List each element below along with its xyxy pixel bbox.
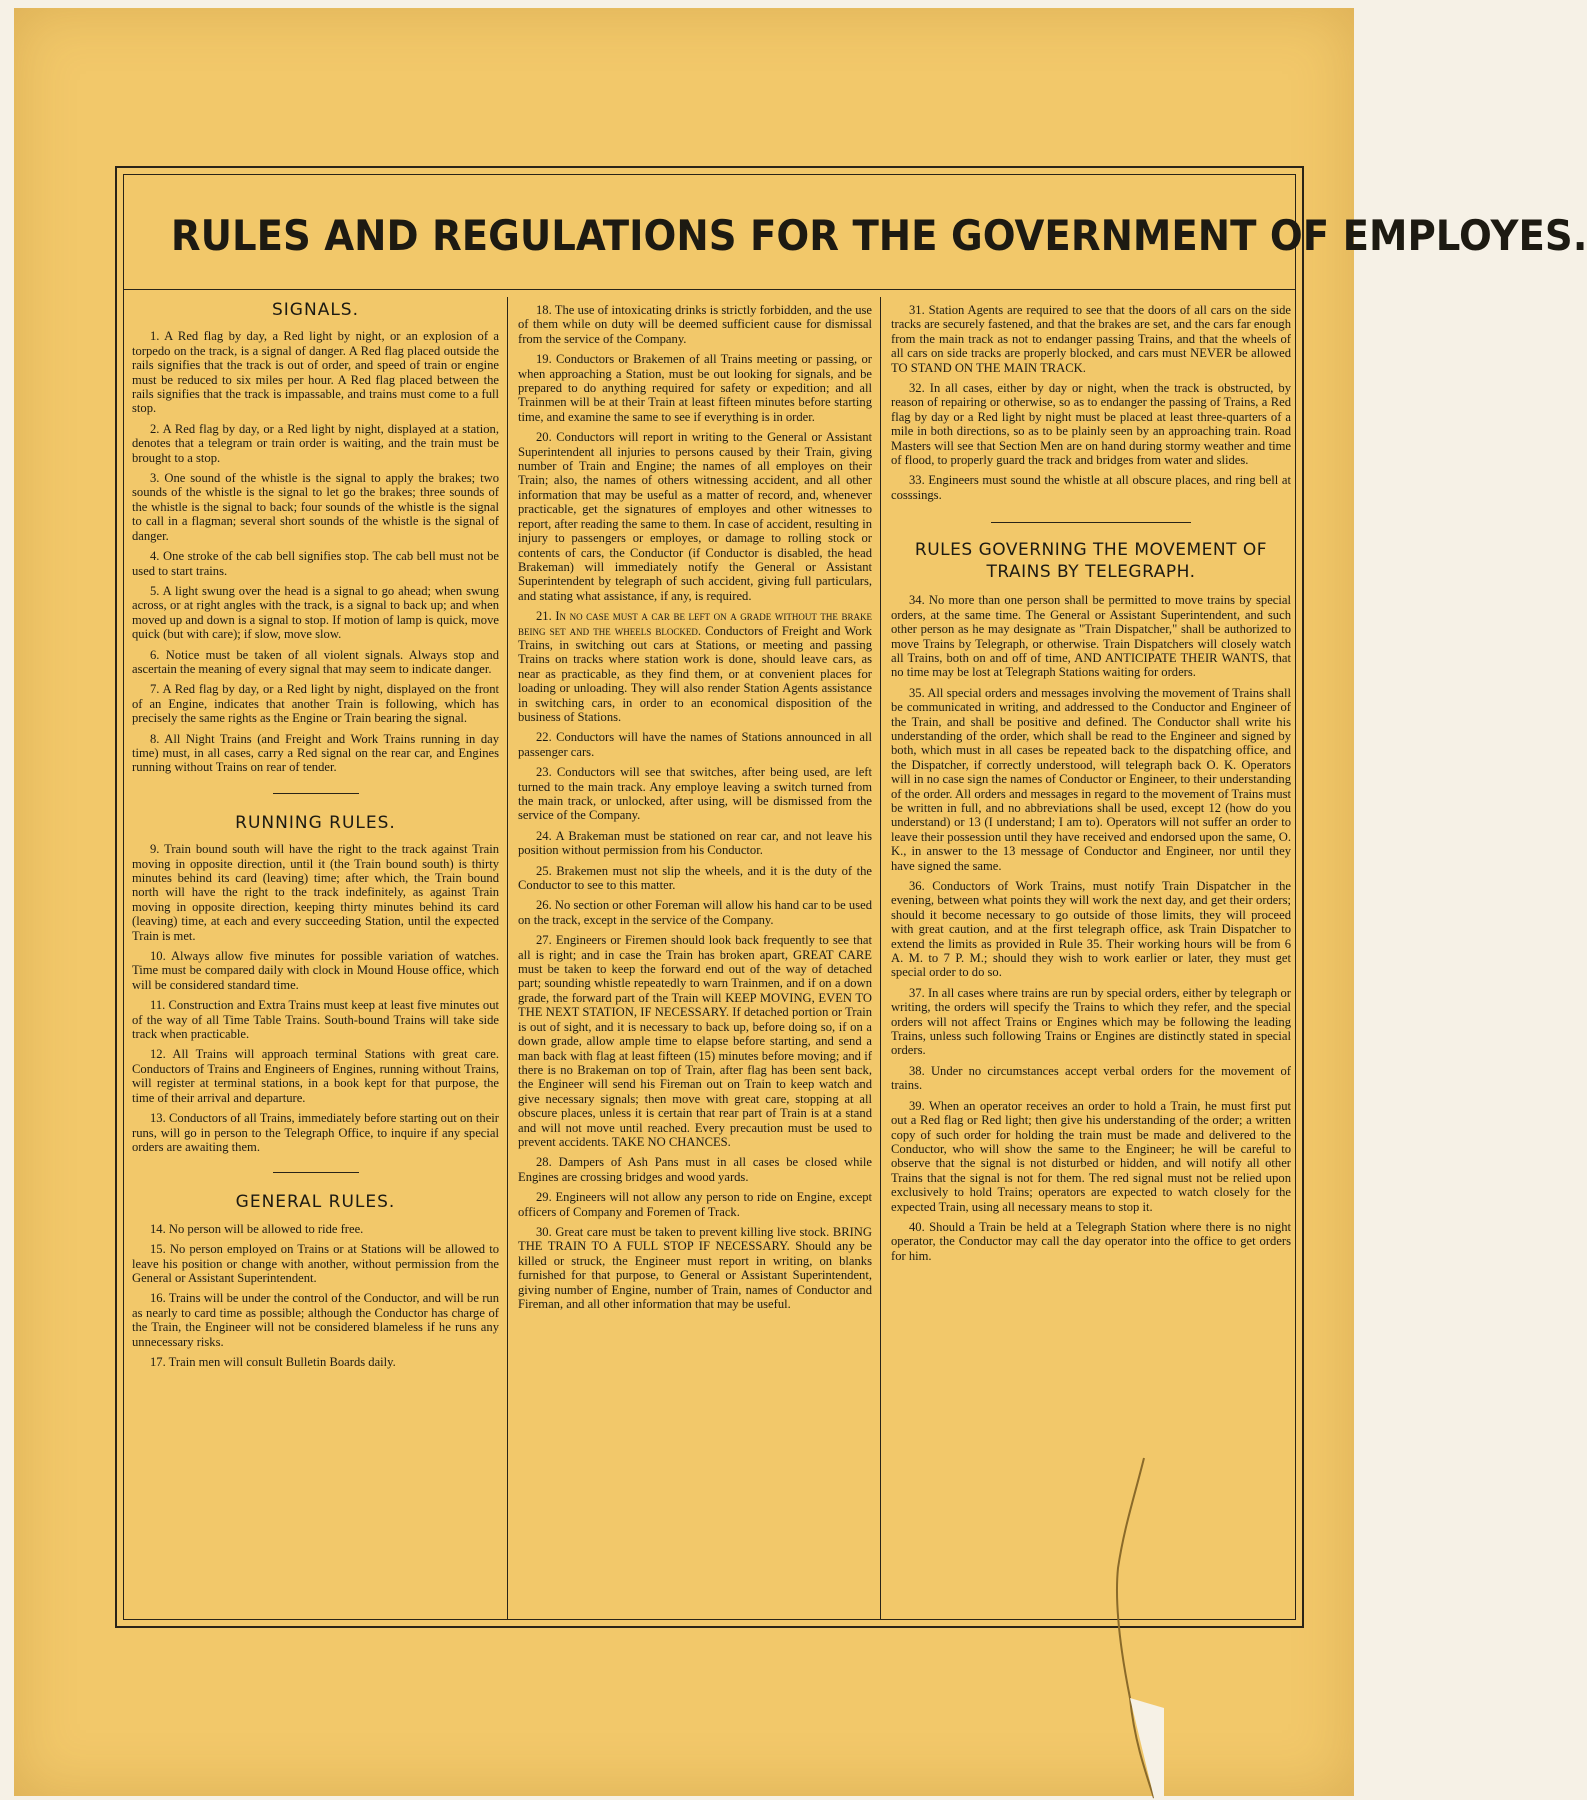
- rule-4: 4. One stroke of the cab bell signifies stop. The cab bell must not be used to start trains.: [132, 549, 499, 578]
- section-divider: [273, 793, 359, 794]
- section-heading-running-rules: RUNNING RULES.: [235, 812, 396, 833]
- section-divider: [273, 1172, 359, 1173]
- column-3: [883, 297, 1299, 1619]
- rule-29: 29. Engineers will not allow any person to ride on Engine, except officers of Company and Foremen of Track.: [518, 1190, 872, 1219]
- section-heading-telegraph-rules: RULES GOVERNING THE MOVEMENT OF TRAINS BY TELEGRAPH.: [914, 540, 1268, 583]
- rule-1: 1. A Red flag by day, a Red light by night, or an explosion of a torpedo on the track, is a signal of danger. A Red flag placed outside the rails signifies that the track is out of order, and speed of train or engine must be reduced to six miles per hour. A Red flag placed between the rails signifies that the track is impassable, and trains must come to a full stop.: [132, 329, 499, 416]
- rule-35: 35. All special orders and messages involving the movement of Trains shall be communicated in writing, and addressed to the Conductor and Engineer of the Train, and shall be positive and defined. The Conductor shall write his understanding of the order, which shall be read to the Engineer and signed by both, which must in all cases be repeated back to the dispatching office, and the Dispatcher, if correctly understood, will telegraph back O. K. Operators will in no case sign the names of Conductor or Engineer, to their understanding of the order. All orders and messages in regard to the movement of Trains must be written in full, and no abbreviations shall be used, except 12 (how do you understand) or 13 (I understand; I am to). Operators will not suffer an order to leave their possession until they have received and endorsed upon the same, O. K., in answer to the 13 message of Conductor and Engineer, nor until they have signed the same.: [891, 685, 1291, 873]
- rule-28: 28. Dampers of Ash Pans must in all cases be closed while Engines are crossing bridges and wood yards.: [518, 1155, 872, 1184]
- rule-6: 6. Notice must be taken of all violent signals. Always stop and ascertain the meaning of every signal that may seem to indicate danger.: [132, 647, 499, 676]
- paper-tear: [1104, 1458, 1164, 1798]
- rule-30: 30. Great care must be taken to prevent killing live stock. BRING THE TRAIN TO A FULL STOP IF NECESSARY. Should any be killed or struck, the Engineer must report in writing, on blanks furnished for that purpose, to General or Assistant Superintendent, giving number of Engine, number of Train, names of Conductor and Fireman, and all other information that may be useful.: [518, 1224, 872, 1311]
- paper-sheet: [14, 8, 1587, 1796]
- rule-9: 9. Train bound south will have the right to the track against Train moving in opposite direction, until it (the Train bound south) is thirty minutes behind its card (leaving) time; after which, the Train bound north will have the right to the track indefinitely, as against Train moving in opposite direction, keeping thirty minutes behind its card (leaving) time, at each and every succeeding Station, until the expected Train is met.: [132, 842, 499, 943]
- rule-8: 8. All Night Trains (and Freight and Work Trains running in day time) must, in all cases, carry a Red signal on the rear car, and Engines running without Trains on rear of tender.: [132, 731, 499, 775]
- rule-7: 7. A Red flag by day, or a Red light by night, displayed on the front of an Engine, indicates that another Train is following, which has precisely the same rights as the Engine or Train bearing the signal.: [132, 682, 499, 726]
- rule-39: 39. When an operator receives an order to hold a Train, he must first put out a Red flag or Red light; then give his understanding of the order; a written copy of such order for holding the train must be made and delivered to the Conductor, who will show the same to the Engineer; he will be careful to observe that the signal is not disturbed or hidden, and will notify all other Trains that the signal is not for them. The red signal must not be relied upon exclusively to hold Trains; operators are expected to watch closely for the expected Train, using all necessary means to stop it.: [891, 1098, 1291, 1214]
- rule-15: 15. No person employed on Trains or at Stations will be allowed to leave his position or change with another, without permission from the General or Assistant Superintendent.: [132, 1242, 499, 1285]
- rule-23: 23. Conductors will see that switches, after being used, are left turned to the main track. Any employe leaving a switch turned from the main track, or unlocked, after using, will be dismissed from the service of the Company.: [518, 765, 872, 823]
- rule-17: 17. Train men will consult Bulletin Boards daily.: [150, 1354, 396, 1369]
- rule-36: 36. Conductors of Work Trains, must notify Train Dispatcher in the evening, between what points they will work the next day, and get their orders; should it become necessary to go outside of those limits, they will proceed with great caution, and at the first telegraph office, ask Train Dispatcher to extend the limits as provided in Rule 35. Their working hours will be from 6 A. M. to 7 P. M.; should they wish to work earlier or later, they must get special order to do so.: [891, 879, 1291, 980]
- rule-18: 18. The use of intoxicating drinks is strictly forbidden, and the use of them while on duty will be deemed sufficient cause for dismissal from the service of the Company.: [518, 303, 872, 346]
- rule-40: 40. Should a Train be held at a Telegraph Station where there is no night operator, the Conductor may call the day operator into the office to get orders for him.: [891, 1219, 1291, 1263]
- rule-10: 10. Always allow five minutes for possible variation of watches. Time must be compared daily with clock in Mound House office, which will be considered standard time.: [132, 949, 499, 992]
- rule-34: 34. No more than one person shall be permitted to move trains by special orders, at the same time. The General or Assistant Superintendent, and such other person as he may designate as "Train Dispatcher," shall be authorized to move Trains by Telegraph, or otherwise. Train Dispatchers will closely watch all Trains, both on and off of time, AND ANTICIPATE THEIR WANTS, that no time may be lost at Telegraph Stations waiting for orders.: [891, 593, 1291, 680]
- rule-33: 33. Engineers must sound the whistle at all obscure places, and ring bell at cosssings.: [891, 473, 1291, 502]
- rule-37: 37. In all cases where trains are run by special orders, either by telegraph or writing, the orders will specify the Trains to which they refer, and the special orders will not affect Trains or Engines which may be following the leading Trains, unless such following Trains or Engines are distinctly stated in special orders.: [891, 985, 1291, 1058]
- rule-38: 38. Under no circumstances accept verbal orders for the movement of trains.: [891, 1063, 1291, 1093]
- rule-19: 19. Conductors or Brakemen of all Trains meeting or passing, or when approaching a Station, must be out looking for signals, and be prepared to do anything required for safety or expedition; and all Trainmen will be at their Train at least fifteen minutes before starting time, and examine the same to see if everything is in order.: [518, 352, 872, 424]
- rule-14: 14. No person will be allowed to ride free.: [150, 1221, 364, 1236]
- section-heading-general-rules: GENERAL RULES.: [235, 1192, 396, 1213]
- page-title: RULES AND REGULATIONS FOR THE GOVERNMENT OF EMPLOYES.: [170, 211, 1587, 260]
- rule-25: 25. Brakemen must not slip the wheels, and it is the duty of the Conductor to see to this matter.: [518, 863, 872, 893]
- rule-21-emphasis: 21. In no case must a car be left on a grade without the brake being set and the wheels blocked.: [518, 609, 872, 638]
- document-frame: [115, 166, 1587, 1628]
- rule-16: 16. Trains will be under the control of the Conductor, and will be run as nearly to card time as possible; although the Conductor has charge of the Train, the Engineer will not be considered blameless if he runs any unnecessary risks.: [132, 1291, 499, 1349]
- rule-31: 31. Station Agents are required to see that the doors of all cars on the side tracks are securely fastened, and that the brakes are set, and the cars far enough from the main track as not to endanger passing Trains, and that the wheels of all cars on side tracks are properly blocked, and cars must NEVER be allowed TO STAND ON THE MAIN TRACK.: [891, 303, 1291, 375]
- rule-21: [518, 609, 872, 724]
- rule-26: 26. No section or other Foreman will allow his hand car to be used on the track, except in the service of the Company.: [518, 898, 872, 927]
- rule-3: 3. One sound of the whistle is the signal to apply the brakes; two sounds of the whistle is the signal to let go the brakes; three sounds of the whistle is the signal to back; four sounds of the whistle is the signal to call in a flagman; several short sounds of the whistle is the signal of danger.: [132, 471, 499, 543]
- rule-20: 20. Conductors will report in writing to the General or Assistant Superintendent all injuries to persons caused by their Train, giving number of Train and Engine; the names of all employes on their Train; also, the names of others witnessing accident, and all other information that may be useful as a matter of record, and, whenever practicable, get the signatures of employes and other witnesses to report, after reading the same to them. In case of accident, resulting in injury to passengers or employes, or damage to rolling stock or contents of cars, the Conductor (if Conductor is disabled, the head Brakeman) will immediately notify the General or Assistant Superintendent by telegraph of such accident, giving full particulars, and stating what assistance, if any, is required.: [518, 430, 872, 603]
- section-heading-signals: SIGNALS.: [272, 300, 359, 320]
- rule-13: 13. Conductors of all Trains, immediately before starting out on their runs, will go in person to the Telegraph Office, to inquire if any special orders are awaiting them.: [132, 1111, 499, 1154]
- rule-21-body: Conductors of Freight and Work Trains, in switching out cars at Stations, or meeting and passing Trains on tracks where station work is done, should leave cars, as near as practicable, as they find them, or at convenient places for loading or unloading. They will also render Station Agents assistance in switching cars, in order to an economical disposition of the business of Stations.: [518, 623, 872, 724]
- rule-27: 27. Engineers or Firemen should look back frequently to see that all is right; and in case the Train has broken apart, GREAT CARE must be taken to keep the forward end out of the way of detached part; sounding whistle repeatedly to warn Trainmen, and if on a down grade, the forward part of the Train will KEEP MOVING, EVEN TO THE NEXT STATION, IF NECESSARY. If detached portion or Train is out of sight, and it is necessary to back up, before doing so, if on a down grade, allow ample time to elapse before starting, and send a man back with flag at least fifteen (15) minutes before moving; and if there is no Brakeman on top of Train, after flag has been sent back, the Engineer will send his Fireman out on Train to keep watch and give necessary signals; then move with great care, stopping at all obscure places, unless it is certain that rear part of Train is at a stand and will not move until reached. Every precaution must be used to prevent accidents. TAKE NO CHANCES.: [518, 933, 872, 1149]
- rule-5: 5. A light swung over the head is a signal to go ahead; when swung across, or at right angles with the track, is a signal to back up; and when moved up and down is a signal to stop. If motion of lamp is quick, move quick (but with care); if slow, move slow.: [132, 583, 499, 642]
- column-2: [510, 297, 881, 1619]
- rule-22: 22. Conductors will have the names of Stations announced in all passenger cars.: [518, 730, 872, 759]
- rule-11: 11. Construction and Extra Trains must keep at least five minutes out of the way of all Time Table Trains. South-bound Trains will take side track when practicable.: [132, 998, 499, 1042]
- rule-24: 24. A Brakeman must be stationed on rear car, and not leave his position without permission from his Conductor.: [518, 828, 872, 858]
- section-divider: [991, 522, 1191, 523]
- title-rule: [124, 289, 1295, 290]
- rule-2: 2. A Red flag by day, or a Red light by night, displayed at a station, denotes that a telegram or train order is waiting, and the train must be brought to a stop.: [132, 421, 499, 465]
- rule-12: 12. All Trains will approach terminal Stations with great care. Conductors of Trains and Engineers of Engines, running without Trains, will register at terminal stations, in a book kept for that purpose, the time of their arrival and departure.: [132, 1047, 499, 1105]
- inner-border: [123, 174, 1587, 1620]
- column-1: [124, 297, 508, 1619]
- rule-32: 32. In all cases, either by day or night, when the track is obstructed, by reason of repairing or otherwise, so as to endanger the passing of Trains, a Red flag by day or a Red light by night must be placed at least three-quarters of a mile in both directions, so as to be plainly seen by an approaching train. Road Masters will see that Section Men are on hand during stormy weather and time of flood, to properly guard the track and bridges from water and slides.: [891, 381, 1291, 468]
